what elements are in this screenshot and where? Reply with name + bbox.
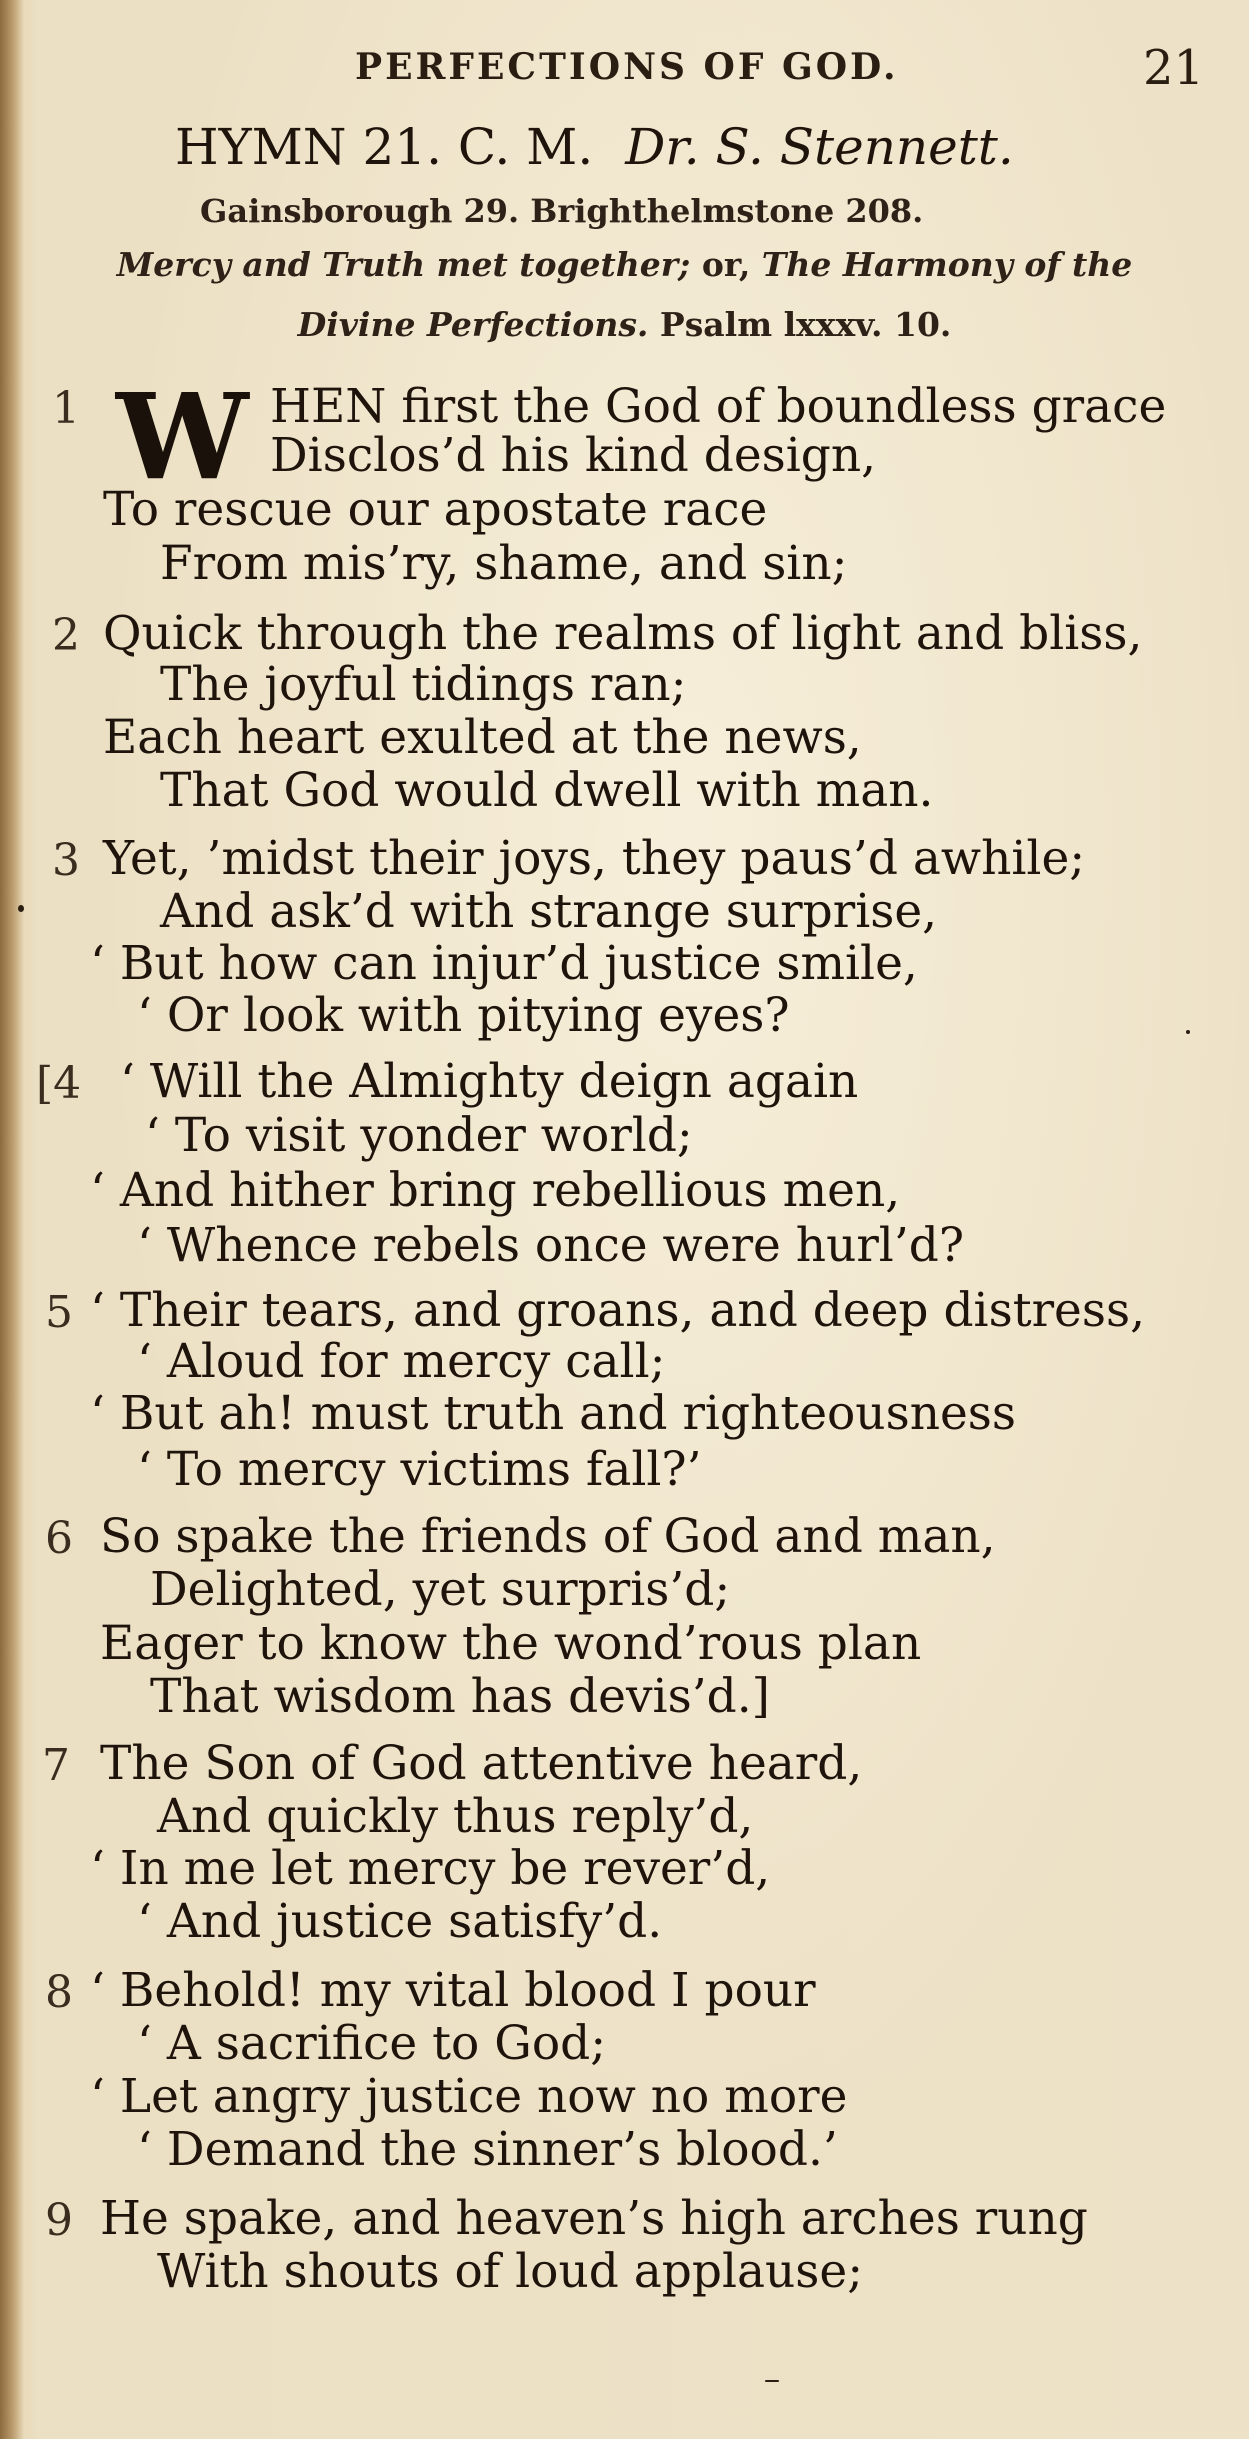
- hymn-subtitle-line-2: [0, 305, 1249, 344]
- verse-line: Delighted, yet surpris’d;: [150, 1562, 731, 1617]
- verse-line: From mis’ry, shame, and sin;: [160, 536, 848, 591]
- stanza-number: 5: [45, 1287, 73, 1338]
- verse-line: ‘ Let angry justice now no more: [90, 2069, 848, 2124]
- verse-line: ‘ Their tears, and groans, and deep distress,: [90, 1283, 1146, 1338]
- verse-line: So spake the friends of God and man,: [100, 1509, 996, 1564]
- verse-line: Each heart exulted at the news,: [103, 710, 862, 765]
- verse-line: And ask’d with strange surprise,: [160, 884, 938, 939]
- verse-line: Eager to know the wond’rous plan: [100, 1616, 922, 1671]
- verse-line: HEN first the God of boundless grace: [270, 379, 1167, 434]
- subtitle-harmony: The Harmony of the: [761, 245, 1133, 284]
- verse-line: The Son of God attentive heard,: [100, 1736, 863, 1791]
- verse-line: ‘ Will the Almighty deign again: [120, 1054, 859, 1109]
- stanza-number: [4: [36, 1058, 82, 1109]
- verse-line: With shouts of loud applause;: [157, 2244, 864, 2299]
- stanza-number: 3: [52, 835, 80, 886]
- verse-line: Disclos’d his kind design,: [270, 428, 877, 483]
- hymn-tunes: Gainsborough 29. Brighthelmstone 208.: [200, 192, 924, 230]
- subtitle-or: or,: [690, 245, 762, 284]
- verse-line: ‘ Behold! my vital blood I pour: [90, 1963, 816, 2018]
- running-head: PERFECTIONS OF GOD.: [355, 46, 899, 88]
- verse-line: ‘ And justice satisfy’d.: [137, 1894, 663, 1949]
- subtitle-divine-perfections: Divine Perfections.: [297, 305, 649, 344]
- ink-speck: [1186, 1030, 1190, 1034]
- stanza-number: 8: [45, 1967, 73, 2018]
- verse-line: ‘ Aloud for mercy call;: [137, 1334, 666, 1389]
- scripture-reference: Psalm lxxxv. 10.: [648, 305, 952, 344]
- verse-line: Quick through the realms of light and bliss,: [103, 606, 1143, 661]
- subtitle-mercy-truth: Mercy and Truth met together;: [116, 245, 691, 284]
- stanza-number: 1: [52, 383, 80, 434]
- stanza-number: 9: [45, 2195, 73, 2246]
- verse-line: ‘ In me let mercy be rever’d,: [90, 1841, 771, 1896]
- stanza-number: 7: [42, 1740, 70, 1791]
- verse-line: ‘ Whence rebels once were hurl’d?: [137, 1218, 965, 1273]
- hymn-number-meter: HYMN 21. C. M.: [175, 118, 594, 176]
- verse-line: ‘ A sacrifice to God;: [137, 2016, 607, 2071]
- verse-line: ‘ But how can injur’d justice smile,: [90, 936, 918, 991]
- verse-line: To rescue our apostate race: [103, 482, 768, 537]
- verse-line: He spake, and heaven’s high arches rung: [100, 2191, 1088, 2246]
- verse-line: The joyful tidings ran;: [160, 657, 687, 712]
- drop-cap: W: [116, 367, 249, 506]
- hymn-title: [175, 118, 1115, 176]
- page-number: 21: [1143, 40, 1205, 96]
- verse-line: Yet, ’midst their joys, they paus’d awhile;: [103, 831, 1086, 886]
- verse-line: ‘ And hither bring rebellious men,: [90, 1163, 901, 1218]
- ink-speck: [18, 905, 24, 912]
- verse-line: And quickly thus reply’d,: [157, 1789, 754, 1844]
- verse-line: ‘ Demand the sinner’s blood.’: [137, 2122, 838, 2177]
- verse-line: That wisdom has devis’d.]: [150, 1669, 770, 1724]
- hymn-subtitle-line-1: [0, 245, 1249, 284]
- ink-speck: [765, 2380, 779, 2382]
- stanza-number: 2: [52, 610, 80, 661]
- stanza-number: 6: [45, 1513, 73, 1564]
- verse-line: ‘ To visit yonder world;: [145, 1108, 693, 1163]
- hymn-author: Dr. S. Stennett.: [625, 118, 1014, 176]
- verse-line: ‘ But ah! must truth and righteousness: [90, 1386, 1017, 1441]
- verse-line: ‘ Or look with pitying eyes?: [137, 988, 790, 1043]
- verse-line: ‘ To mercy victims fall?’: [137, 1442, 702, 1497]
- page-binding-edge: [0, 0, 24, 2439]
- verse-line: That God would dwell with man.: [160, 763, 934, 818]
